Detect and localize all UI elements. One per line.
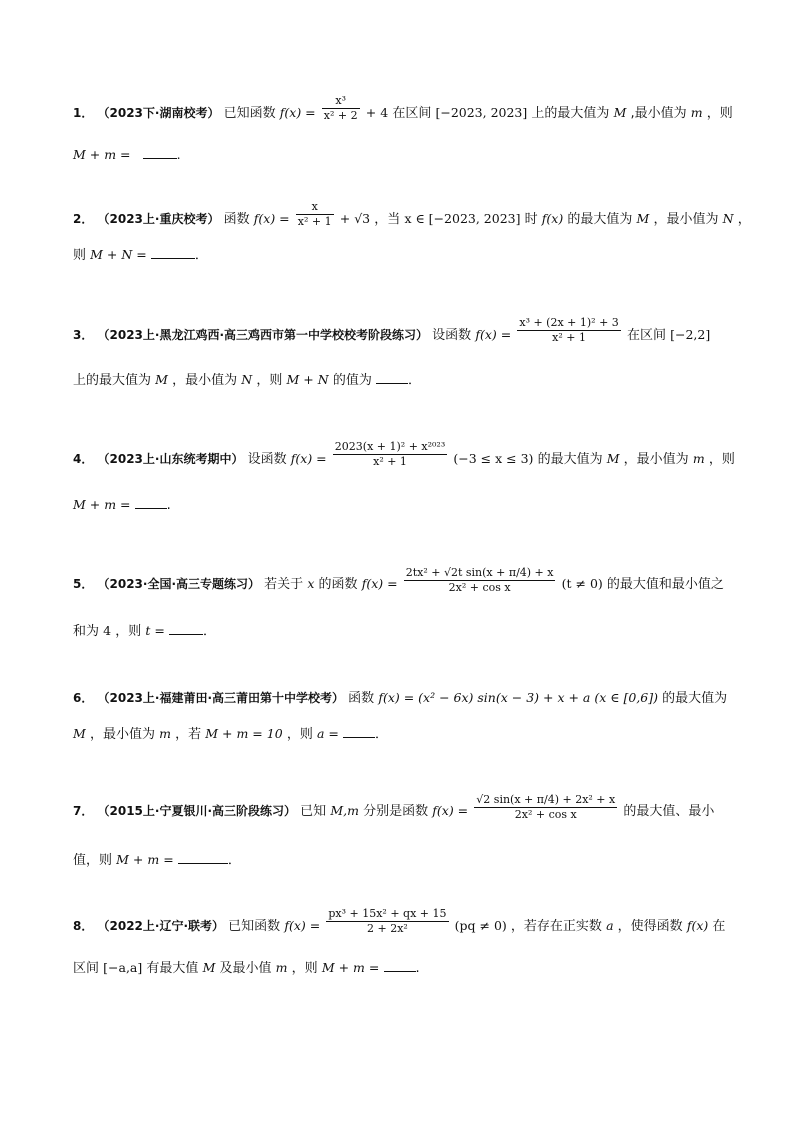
fraction: $\frac{\text{2023(x + 1)² + x²⁰²³}}{\text{x² + 1}}$ [334,440,446,468]
problem-7-line-1: 7． （2015上·宁夏银川·高三阶段练习） 已知 M,m 分别是函数 f(x) = $\frac{\text{√2 sin(x + π/4) + 2x² + x}}{\text{2x² + cos x}}$ 的最大值、最小 [73,793,715,821]
answer-blank[interactable] [343,725,375,738]
answer-blank[interactable] [151,246,195,259]
interval: x ∈ [−2023, 2023] [404,211,521,226]
problem-source: （2023上·福建莆田·高三莆田第十中学校考） [97,691,345,705]
problem-7-line-2: 值，则 M + m = ． [73,852,241,868]
problem-number: 6． [73,691,94,705]
problem-1-line-1: 1． （2023下·湖南校考） 已知函数 f(x) = $\frac{\text{x³}}{\text{x² + 2}}$ + 4 在区间 [−2023, 2023] 上的最大值为 M ,最小值为 m ，则 [73,94,733,122]
answer-blank[interactable] [169,622,203,635]
problem-5-line-2: 和为 4 ，则 t = ． [73,623,217,639]
problem-2-line-1: 2． （2023上·重庆校考） 函数 f(x) = $\frac{x}{\text{x² + 1}}$ + √3 ，当 x ∈ [−2023, 2023] 时 f(x) 的最大值为 M ，最小值为 N ， [73,200,751,228]
problem-number: 2． [73,212,94,226]
problem-number: 1． [73,106,94,120]
problem-8-line-2: 区间 [−a,a] 有最大值 M 及最小值 m ，则 M + m = . [73,960,420,976]
function-def: f(x) = [279,105,316,120]
problem-number: 7． [73,804,94,818]
fraction: $\frac{\text{√2 sin(x + π/4) + 2x² + x}}{\text{2x² + cos x}}$ [476,793,616,821]
problem-source: （2022上·辽宁·联考） [97,919,225,933]
answer-blank[interactable] [384,959,416,972]
problem-1-line-2: M + m = . [73,147,181,162]
answer-blank[interactable] [376,371,408,384]
fraction: $\frac{\text{x³ + (2x + 1)² + 3}}{\text{x² + 1}}$ [519,316,619,344]
answer-blank[interactable] [178,851,228,864]
problem-4-line-2: M + m = . [73,497,171,513]
problem-source: （2023·全国·高三专题练习） [97,577,261,591]
interval: [−2,2] [670,327,711,342]
interval: [−a,a] [103,960,143,975]
answer-blank[interactable] [143,146,177,159]
fraction: $\frac{\text{px³ + 15x² + qx + 15}}{\text{2 + 2x²}}$ [328,907,447,935]
problem-number: 3． [73,328,94,342]
problem-8-line-1: 8． （2022上·辽宁·联考） 已知函数 f(x) = $\frac{\text{px³ + 15x² + qx + 15}}{\text{2 + 2x²}}$ (pq ≠ 0) ，若存在正实数 a ，使得函数 f(x) 在 [73,907,726,935]
problem-5-line-1: 5． （2023·全国·高三专题练习） 若关于 x 的函数 f(x) = $\frac{\text{2tx² + √2t sin(x + π/4) + x}}{\text{2x² + cos x}}$ (t ≠ 0) 的最大值和最小值之 [73,566,724,594]
answer-blank[interactable] [135,496,167,509]
problem-source: （2015上·宁夏银川·高三阶段练习） [97,804,297,818]
problem-6-line-1: 6． （2023上·福建莆田·高三莆田第十中学校考） 函数 f(x) = (x² − 6x) sin(x − 3) + x + a (x ∈ [0,6]) 的最大值为 [73,690,728,706]
problem-2-line-2: 则 M + N = ． [73,247,208,263]
problem-source: （2023上·重庆校考） [97,212,220,226]
problem-source: （2023上·山东统考期中） [97,452,244,466]
problem-3-line-2: 上的最大值为 M ，最小值为 N ，则 M + N 的值为 ． [73,372,421,388]
problem-6-line-2: M ，最小值为 m ，若 M + m = 10 ，则 a = ． [73,726,389,742]
interval: [−2023, 2023] [435,105,528,120]
fraction: $\frac{\text{2tx² + √2t sin(x + π/4) + x}}{\text{2x² + cos x}}$ [405,566,554,594]
problem-number: 4． [73,452,94,466]
fraction: $\frac{x}{\text{x² + 1}}$ [297,200,332,228]
problem-number: 5． [73,577,94,591]
fraction: $\frac{\text{x³}}{\text{x² + 2}}$ [323,94,358,122]
problem-number: 8． [73,919,94,933]
problem-source: （2023下·湖南校考） [97,106,220,120]
problem-3-line-1: 3． （2023上·黑龙江鸡西·高三鸡西市第一中学校校考阶段练习） 设函数 f(x) = $\frac{\text{x³ + (2x + 1)² + 3}}{\text{x² + 1}}$ 在区间 [−2,2] [73,316,711,344]
problem-4-line-1: 4． （2023上·山东统考期中） 设函数 f(x) = $\frac{\text{2023(x + 1)² + x²⁰²³}}{\text{x² + 1}}$ (−3 ≤ x ≤ 3) 的最大值为 M ，最小值为 m ，则 [73,440,735,468]
problem-source: （2023上·黑龙江鸡西·高三鸡西市第一中学校校考阶段练习） [97,328,429,342]
